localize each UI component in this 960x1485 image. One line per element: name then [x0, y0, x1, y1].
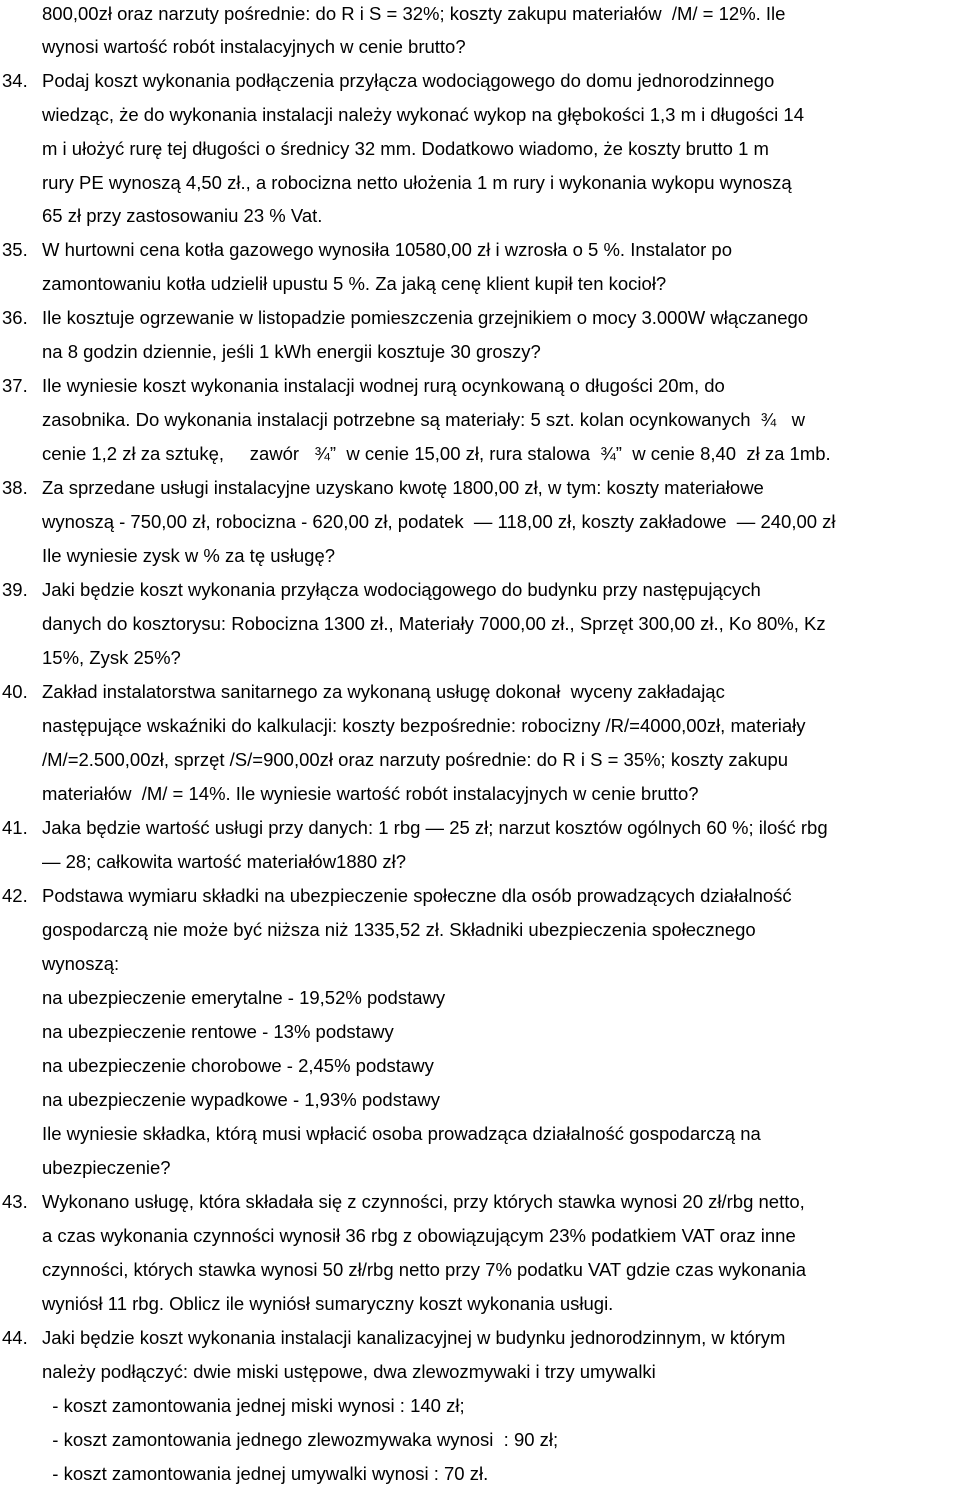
question-text-line: Ile wyniesie składka, którą musi wpłacić osoba prowadząca działalność gospodarczą na [42, 1123, 761, 1144]
question-text-line: Jaka będzie wartość usługi przy danych: 1 rbg — 25 zł; narzut kosztów ogólnych 60 %; ilość rbg [42, 817, 828, 838]
intro-line: 800,00zł oraz narzuty pośrednie: do R i S = 32%; koszty zakupu materiałów /M/ = 12%. Ile [42, 3, 786, 24]
question-text-line: Jaki będzie koszt wykonania przyłącza wodociągowego do budynku przy następujących [42, 579, 761, 600]
question-text-line: Zakład instalatorstwa sanitarnego za wykonaną usługę dokonał wyceny zakładając [42, 681, 725, 702]
question-text-line: Za sprzedane usługi instalacyjne uzyskano kwotę 1800,00 zł, w tym: koszty materiałowe [42, 477, 764, 498]
question-text-line: danych do kosztorysu: Robocizna 1300 zł., Materiały 7000,00 zł., Sprzęt 300,00 zł., Ko 80%, Kz [42, 613, 826, 634]
question-text-line: Podaj koszt wykonania podłączenia przyłącza wodociągowego do domu jednorodzinnego [42, 70, 775, 91]
question-text-line: 15%, Zysk 25%? [42, 647, 181, 668]
question-number: 40. [2, 681, 28, 702]
question-text-line: zamontowaniu kotła udzielił upustu 5 %. Za jaką cenę klient kupił ten kocioł? [42, 273, 667, 294]
question-text-line: Wykonano usługę, która składała się z czynności, przy których stawka wynosi 20 zł/rbg netto, [42, 1191, 805, 1212]
question-number: 37. [2, 375, 28, 396]
question-text-line: czynności, których stawka wynosi 50 zł/rbg netto przy 7% podatku VAT gdzie czas wykonania [42, 1259, 807, 1280]
question-text-line: Ile wyniesie zysk w % za tę usługę? [42, 545, 336, 566]
question-text-line: na ubezpieczenie chorobowe - 2,45% podstawy [42, 1055, 434, 1076]
question-text-line: materiałów /M/ = 14%. Ile wyniesie wartość robót instalacyjnych w cenie brutto? [42, 783, 699, 804]
question-text-line: zasobnika. Do wykonania instalacji potrzebne są materiały: 5 szt. kolan ocynkowanych ¾ w [42, 409, 805, 430]
question-number: 39. [2, 579, 28, 600]
question-text-line: m i ułożyć rurę tej długości o średnicy 32 mm. Dodatkowo wiadomo, że koszty brutto 1 m [42, 138, 769, 159]
question-text-line: - koszt zamontowania jednej umywalki wynosi : 70 zł. [42, 1463, 489, 1484]
question-text-line: cenie 1,2 zł za sztukę, zawór ¾” w cenie 15,00 zł, rura stalowa ¾” w cenie 8,40 zł za 1mb. [42, 443, 831, 464]
question-number: 38. [2, 477, 28, 498]
question-text-line: /M/=2.500,00zł, sprzęt /S/=900,00zł oraz narzuty pośrednie: do R i S = 35%; koszty zakupu [42, 749, 789, 770]
question-text-line: na ubezpieczenie emerytalne - 19,52% podstawy [42, 987, 446, 1008]
question-text-line: Ile wyniesie koszt wykonania instalacji wodnej rurą ocynkowaną o długości 20m, do [42, 375, 725, 396]
question-number: 41. [2, 817, 28, 838]
question-text-line: należy podłączyć: dwie miski ustępowe, dwa zlewozmywaki i trzy umywalki [42, 1361, 656, 1382]
question-number: 34. [2, 70, 28, 91]
question-text-line: — 28; całkowita wartość materiałów1880 zł? [42, 851, 406, 872]
question-text-line: - koszt zamontowania jednego zlewozmywaka wynosi : 90 zł; [42, 1429, 559, 1450]
question-text-line: wiedząc, że do wykonania instalacji należy wykonać wykop na głębokości 1,3 m i długości 14 [42, 104, 804, 125]
intro-line: wynosi wartość robót instalacyjnych w cenie brutto? [42, 36, 466, 57]
question-text-line: 65 zł przy zastosowaniu 23 % Vat. [42, 205, 323, 226]
question-text-line: gospodarczą nie może być niższa niż 1335,52 zł. Składniki ubezpieczenia społecznego [42, 919, 756, 940]
question-text-line: W hurtowni cena kotła gazowego wynosiła 10580,00 zł i wzrosła o 5 %. Instalator po [42, 239, 733, 260]
question-text-line: na ubezpieczenie wypadkowe - 1,93% podstawy [42, 1089, 440, 1110]
question-text-line: a czas wykonania czynności wynosił 36 rbg z obowiązującym 23% podatkiem VAT oraz inne [42, 1225, 796, 1246]
question-number: 35. [2, 239, 28, 260]
question-text-line: Podstawa wymiaru składki na ubezpieczenie społeczne dla osób prowadzących działalność [42, 885, 792, 906]
question-text-line: na ubezpieczenie rentowe - 13% podstawy [42, 1021, 394, 1042]
question-text-line: Ile kosztuje ogrzewanie w listopadzie pomieszczenia grzejnikiem o mocy 3.000W włączanego [42, 307, 809, 328]
question-number: 42. [2, 885, 28, 906]
question-number: 36. [2, 307, 28, 328]
question-text-line: rury PE wynoszą 4,50 zł., a robocizna netto ułożenia 1 m rury i wykonania wykopu wynoszą [42, 172, 792, 193]
question-text-line: na 8 godzin dziennie, jeśli 1 kWh energii kosztuje 30 groszy? [42, 341, 541, 362]
question-text-line: - koszt zamontowania jednej miski wynosi : 140 zł; [42, 1395, 465, 1416]
question-text-line: wyniósł 11 rbg. Oblicz ile wyniósł sumaryczny koszt wykonania usługi. [42, 1293, 614, 1314]
question-number: 44. [2, 1327, 28, 1348]
question-text-line: ubezpieczenie? [42, 1157, 171, 1178]
question-number: 43. [2, 1191, 28, 1212]
question-text-line: Jaki będzie koszt wykonania instalacji kanalizacyjnej w budynku jednorodzinnym, w którym [42, 1327, 786, 1348]
question-text-line: wynoszą - 750,00 zł, robocizna - 620,00 zł, podatek — 118,00 zł, koszty zakładowe — 240,00 zł [42, 511, 836, 532]
question-text-line: następujące wskaźniki do kalkulacji: koszty bezpośrednie: robocizny /R/=4000,00zł, materiały [42, 715, 806, 736]
question-text-line: wynoszą: [42, 953, 120, 974]
